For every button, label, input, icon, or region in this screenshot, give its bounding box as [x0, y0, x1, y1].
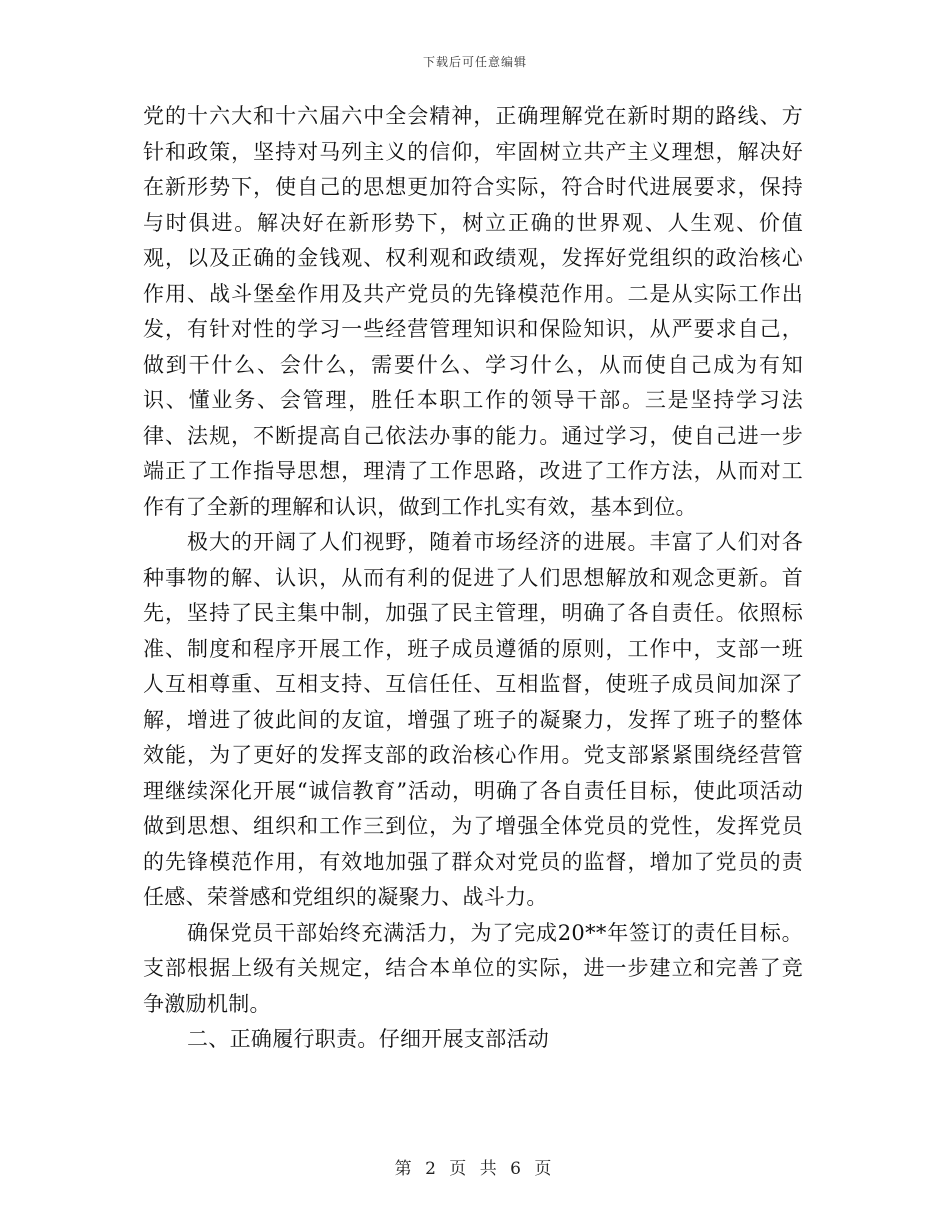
paragraph-4: 二、正确履行职责。仔细开展支部活动: [187, 1027, 550, 1051]
paragraph-1: 党的十六大和十六届六中全会精神，正确理解党在新时期的路线、方针和政策，坚持对马列主义的信仰，牢固树立共产主义理想，解决好在新形势下，使自己的思想更加符合实际，符合时代进展要求，保持与时俱进。解决好在新形势下，树立正确的世界观、人生观、价值观，以及正确的金钱观、权利观和政绩观，发挥好党组织的政治核心作用、战斗堡垒作用及共产党员的先锋模范作用。二是从实际工作出发，有针对性的学习一些经营管理知识和保险知识，从严要求自己，做到干什么、会什么，需要什么、学习什么，从而使自己成为有知识、懂业务、会管理，胜任本职工作的领导干部。三是坚持学习法律、法规，不断提高自己依法办事的能力。通过学习，使自己进一步端正了工作指导思想，理清了工作思路，改进了工作方法，从而对工作有了全新的理解和认识，做到工作扎实有效，基本到位。: [143, 104, 803, 519]
page-number-footer: 第 2 页 共 6 页: [394, 1159, 556, 1179]
page-header: 下载后可任意编辑: [422, 55, 527, 69]
paragraph-2: 极大的开阔了人们视野，随着市场经济的进展。丰富了人们对各种事物的解、认识，从而有利的促进了人们思想解放和观念更新。首先，坚持了民主集中制，加强了民主管理，明确了各自责任。依照标准、制度和程序开展工作，班子成员遵循的原则，工作中，支部一班人互相尊重、互相支持、互信任任、互相监督，使班子成员间加深了解，增进了彼此间的友谊，增强了班子的凝聚力，发挥了班子的整体效能，为了更好的发挥支部的政治核心作用。党支部紧紧围绕经营管理继续深化开展“诚信教育”活动，明确了各自责任目标，使此项活动做到思想、组织和工作三到位，为了增强全体党员的党性，发挥党员的先锋模范作用，有效地加强了群众对党员的监督，增加了党员的责任感、荣誉感和党组织的凝聚力、战斗力。: [143, 530, 803, 909]
document-body: [143, 99, 803, 1058]
paragraph-3: 确保党员干部始终充满活力，为了完成20**年签订的责任目标。支部根据上级有关规定，结合本单位的实际，进一步建立和完善了竞争激励机制。: [143, 920, 803, 1016]
